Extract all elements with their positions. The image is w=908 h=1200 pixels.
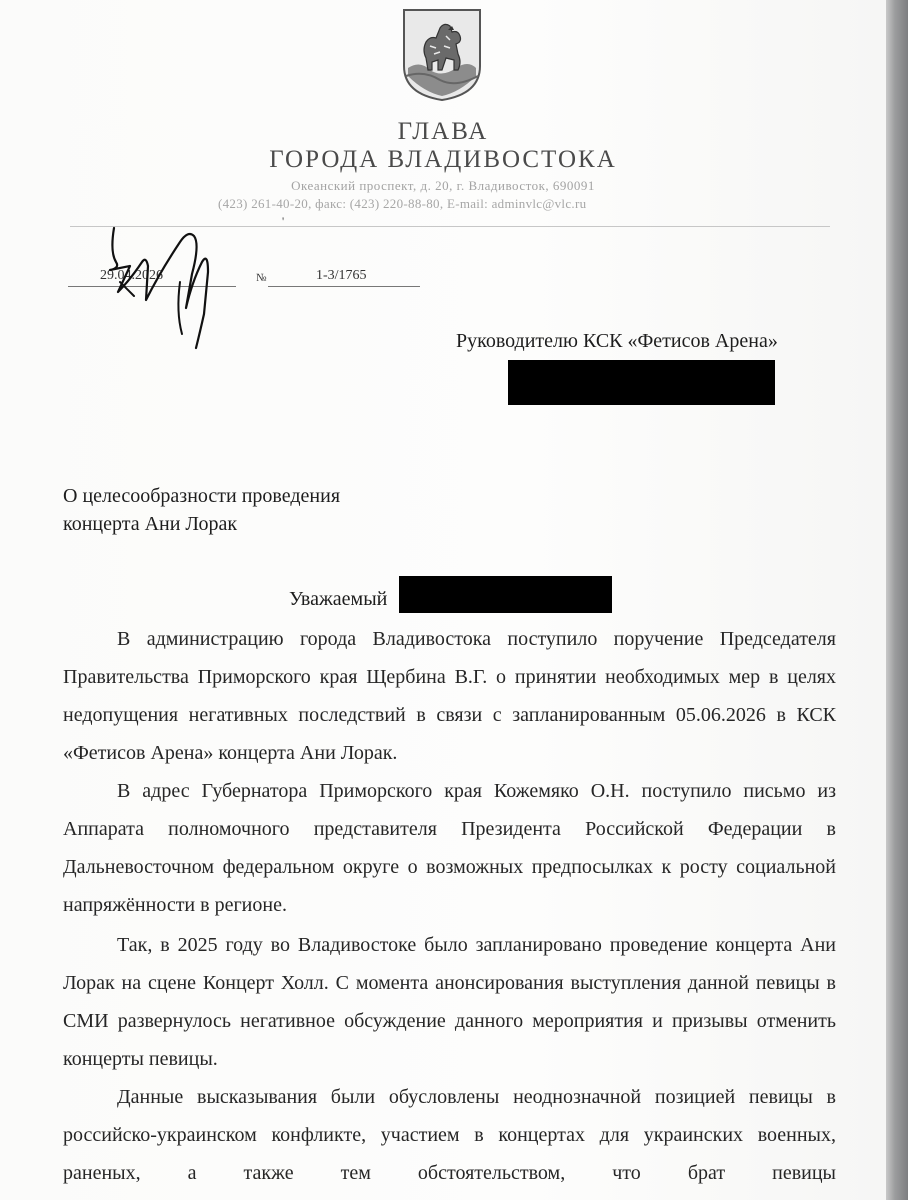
- reference-number: 1-3/1765: [316, 268, 367, 283]
- addressee-line: Руководителю КСК «Фетисов Арена»: [456, 330, 778, 352]
- reference-date: 29.04.2026: [100, 268, 163, 283]
- salutation: Уважаемый: [289, 588, 388, 610]
- header-contacts: (423) 261-40-20, факс: (423) 220-88-80, E-mail: adminvlc@vlc.ru: [218, 196, 587, 211]
- body-paragraph-2: В адрес Губернатора Приморского края Кожемяко О.Н. поступило письмо из Аппарата полномочного представителя Президента Российской Федерации в Дальневосточном федеральном округе о возможных предпосылках к росту социальной напряжённости в регионе.: [63, 780, 836, 916]
- body-paragraph-3: Так, в 2025 году во Владивостоке было запланировано проведение концерта Ани Лорак на сцене Концерт Холл. С момента анонсирования выступления данной певицы в СМИ развернулось негативное обсуждение данного мероприятия и призывы отменить концерты певицы.: [63, 934, 836, 1070]
- reference-number-sign: №: [256, 272, 267, 284]
- subject-line2: концерта Ани Лорак: [63, 513, 238, 535]
- body-paragraph-1: В администрацию города Владивостока поступило поручение Председателя Правительства Приморского края Щербина В.Г. о принятии необходимых мер в целях недопущения негативных последствий в связи с запланированным 05.06.2026 в КСК «Фетисов Арена» концерта Ани Лорак.: [63, 628, 836, 764]
- header-tick-mark: ': [282, 214, 285, 228]
- body-paragraph-4: Данные высказывания были обусловлены неоднозначной позицией певицы в российско-украинском конфликте, участием в концертах для украинских военных, раненых, а также тем обстоятельством, что брат певицы: [63, 1086, 836, 1184]
- page-edge-shadow: [886, 0, 908, 1200]
- signature-mark: [100, 222, 240, 352]
- redacted-addressee-name: [508, 360, 775, 405]
- letter-subject: [63, 482, 340, 538]
- header-title-line2: ГОРОДА ВЛАДИВОСТОКА: [269, 146, 617, 173]
- redacted-salutation-name: [399, 576, 612, 613]
- header-address: Океанский проспект, д. 20, г. Владивосток, 690091: [291, 178, 595, 193]
- reference-number-underline: [268, 286, 420, 287]
- vladivostok-coat-of-arms-icon: [400, 6, 484, 102]
- subject-line1: О целесообразности проведения: [63, 485, 341, 507]
- header-title-line1: ГЛАВА: [397, 118, 489, 145]
